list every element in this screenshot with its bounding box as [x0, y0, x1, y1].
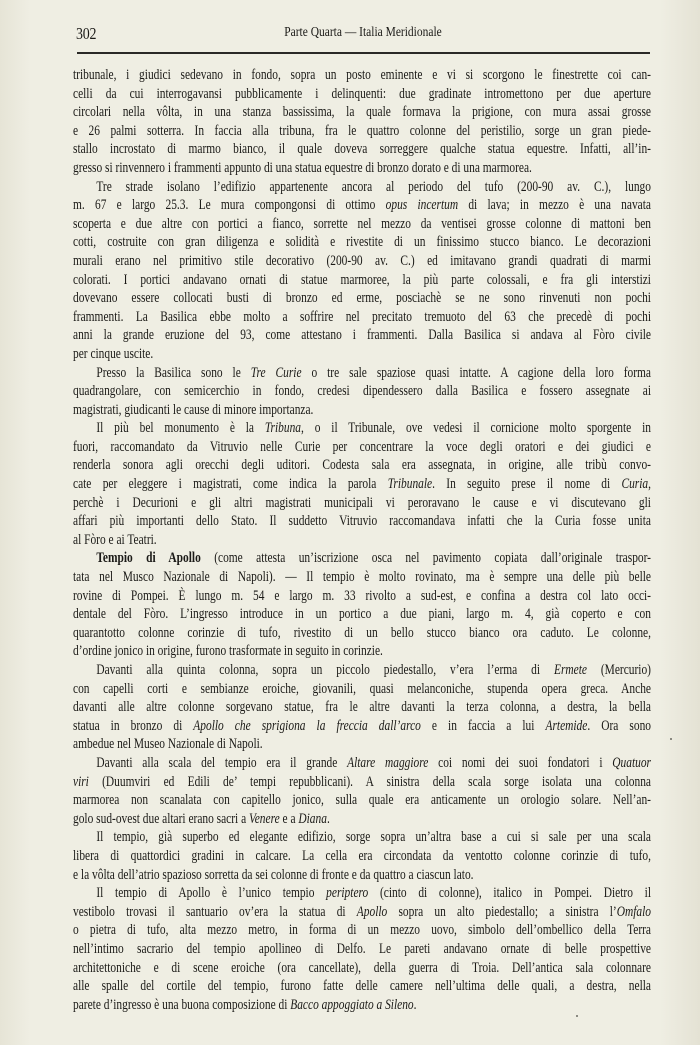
text-line — [73, 791, 651, 810]
text-run: quarantotto colonne corinzie di tufo, rivestito di un bello stucco bianco ora caduto. Le colonne, — [73, 624, 651, 641]
text-line — [73, 773, 651, 792]
text-run: (Mercurio) — [586, 662, 651, 678]
italic-text: Apollo che sprigiona la freccia dall’arco — [193, 717, 421, 734]
text-run: o pietra di tufo, alta mezzo metro, in forma di un mezzo uovo, simbolo dell’ombellico della Terra — [73, 922, 651, 939]
text-run: e a — [279, 810, 299, 827]
text-run: celli da cui interrogavansi pubblicamente i delinquenti: due gradinate intromettono per due aperture — [73, 85, 651, 102]
text-run: e la vôlta dell’atrio spazioso sorretta da sei colonne di fronte e da quattro a ciascun lato. — [73, 866, 474, 883]
text-run: di lava; in mezzo è una navata — [458, 197, 651, 214]
text-run: affari più importanti dello Stato. Il suddetto Vitruvio raccomandava infatti che la Curia fosse unita — [73, 513, 651, 530]
text-run: dentale del Fòro. L’ingresso introduce in un portico a due piani, largo m. 4, già coperto e con — [73, 606, 651, 623]
text-run: colorati. I portici andavano ornati di statue marmoree, la più parte colossali, e fra gli interstizi — [73, 271, 651, 288]
text-run: m. 67 e largo 25.3. Le mura compongonsi di ottimo — [73, 197, 386, 214]
italic-text: Omfalo — [616, 903, 651, 920]
text-line — [73, 847, 651, 866]
text-line — [73, 326, 651, 345]
text-run: perchè i Decurioni e gli altri magistrati municipali vi peroravano le cause e vi discutevano gli — [73, 494, 651, 511]
italic-text: Tre Curie — [250, 364, 302, 381]
text-run: scoperta e due altre con portici a fianco, sorrette nel mezzo da ventisei grosse colonne di mattoni ben — [73, 215, 651, 232]
text-line — [73, 252, 651, 271]
text-run: ambedue nel Museo Nazionale di Napoli. — [73, 736, 263, 753]
italic-text: Altare maggiore — [347, 754, 429, 771]
italic-text: Quatuor — [612, 754, 652, 771]
text-run: cate per eleggere i magistrati, come indica la parola — [73, 476, 388, 493]
text-run: e 26 palmi sotterra. In faccia alla tribuna, fra le quattro colonne del peristilio, sorge un gran piede- — [73, 122, 651, 139]
text-line — [73, 903, 651, 922]
text-run: dovevano essere collocati busti di bronzo ed erme, posciachè se ne sono rinvenuti non pochi — [73, 290, 651, 307]
italic-text: Bacco appoggiato a Sileno — [290, 996, 414, 1013]
text-run: e in faccia a lui — [420, 717, 546, 734]
text-run: Il più bel monumento è la — [96, 420, 265, 437]
text-run: Il tempio, già superbo ed elegante edifizio, sorge sopra un’altra base a cui si sale per una scala — [96, 829, 651, 846]
text-run: magistrati, giudicanti le cause di minore importanza. — [73, 401, 314, 418]
text-line — [73, 735, 651, 754]
italic-text: Ermete — [553, 662, 587, 678]
paper-speck — [576, 1015, 578, 1017]
paragraph-first-line — [73, 754, 651, 773]
text-run: . Ora sono — [587, 717, 651, 734]
body-text — [73, 66, 651, 1014]
text-line — [73, 122, 651, 141]
italic-text: Tribuna — [264, 420, 302, 437]
italic-text: Apollo — [356, 903, 388, 920]
text-run: sopra un alto piedestallo; a sinistra l’ — [387, 903, 617, 920]
text-run: rovine di Pompei. È lungo m. 54 e largo m. 33 rivolto a sud-est, e confina a destra col lato occi- — [73, 587, 651, 604]
text-line — [73, 345, 651, 364]
text-line — [73, 271, 651, 290]
paragraph-first-line — [73, 828, 651, 847]
text-run: nell’intimo sacrario del tempio apollineo di Delfo. Le pareti andavano ornate di belle prospettive — [73, 940, 651, 957]
text-line — [73, 940, 651, 959]
text-run: . In seguito prese il nome di — [432, 476, 622, 493]
italic-text: Artemide — [545, 717, 588, 734]
text-run: Davanti alla quinta colonna, sopra un piccolo piedestallo, v’era l’erma di — [96, 662, 554, 678]
text-run: Davanti alla scala del tempio era il grande — [96, 754, 348, 771]
text-run: statua in bronzo di — [73, 717, 194, 734]
paragraph-first-line — [73, 549, 651, 568]
paper-speck — [670, 738, 672, 740]
italic-text: opus incertum — [385, 197, 459, 214]
text-line — [73, 215, 651, 234]
text-line — [73, 103, 651, 122]
text-run: d’ordine jonico in origine, furono trasformate in seguito in corinzie. — [73, 643, 383, 660]
text-line — [73, 717, 651, 736]
text-line — [73, 66, 651, 85]
italic-text: viri — [73, 773, 89, 790]
text-line — [73, 531, 651, 550]
text-run: alle spalle del cortile del tempio, furono fatte delle camere nell’ultima delle quali, a destra, nella — [73, 978, 651, 995]
text-run: con capelli corti e sembianze eroiche, giovanili, quasi melanconiche, stupenda opera greca. Anche — [73, 680, 651, 697]
text-line — [73, 810, 651, 829]
text-line — [73, 866, 651, 885]
text-line — [73, 438, 651, 457]
text-line — [73, 512, 651, 531]
text-run: Il tempio di Apollo è l’unico tempio — [96, 885, 327, 902]
text-run: Tre strade isolano l’edifizio appartenente ancora al periodo del tufo (200-90 av. C.), lungo — [96, 178, 651, 195]
italic-text: Tribunale — [387, 476, 433, 493]
text-run: tribunale, i giudici sedevano in fondo, sopra un posto eminente e vi si scorgono le finestrette coi can- — [73, 67, 651, 83]
text-run: marmorea non scanalata con capitello jonico, sulla quale era anticamente un orologio solare. Nell’an- — [73, 792, 651, 809]
text-line — [73, 456, 651, 475]
text-line — [73, 494, 651, 513]
text-line — [73, 475, 651, 494]
paragraph-first-line — [73, 178, 651, 197]
text-line — [73, 996, 651, 1015]
text-run: Presso la Basilica sono le — [96, 364, 251, 381]
text-line — [73, 85, 651, 104]
text-line — [73, 289, 651, 308]
text-line — [73, 568, 651, 587]
text-run: libera di quattordici gradini in calcare. La cella era circondata da ventotto colonne corinzie di tufo, — [73, 847, 651, 864]
text-run: renderla sonora agli orecchi degli uditori. Codesta sala era assegnata, in origine, alle tribù convo- — [73, 457, 651, 474]
italic-text: Curia — [621, 476, 649, 493]
text-run: architettoniche e di scene eroiche (ora cancellate), della guerra di Troia. Dell’antica sala colonnare — [73, 959, 651, 976]
text-line — [73, 382, 651, 401]
text-run: coi nomi dei suoi fondatori i — [428, 754, 613, 771]
text-run: . — [326, 810, 330, 827]
text-line — [73, 308, 651, 327]
text-run: per cinque uscite. — [73, 345, 154, 362]
paragraph-first-line — [73, 364, 651, 383]
text-run: . — [413, 996, 417, 1013]
text-line — [73, 698, 651, 717]
text-line — [73, 624, 651, 643]
running-title: Parte Quarta — Italia Meridionale — [284, 25, 442, 40]
paragraph-first-line — [73, 661, 651, 680]
text-run: circolari nella vôlta, in una stanza bassissima, la quale formava la prigione, con mura assai grosse — [73, 104, 651, 121]
text-run: golo sud-ovest due altari erano sacri a — [73, 810, 250, 827]
italic-text: Venere — [249, 810, 280, 827]
text-line — [73, 605, 651, 624]
text-run: tata nel Musco Nazionale di Napoli). — Il tempio è molto rovinato, ma è sempre una delle più belle — [73, 569, 651, 586]
text-run: al Fòro e ai Teatri. — [73, 531, 157, 548]
text-run: davanti alle altre colonne sorgevano statue, fra le altre davanti la terza colonna, a destra, la bella — [73, 699, 651, 716]
text-line — [73, 196, 651, 215]
text-run: (come attesta un’iscrizione osca nel pavimento copiata dall’originale traspor- — [200, 550, 651, 567]
text-line — [73, 401, 651, 420]
text-line — [73, 159, 651, 178]
italic-text: periptero — [326, 885, 369, 902]
text-run: , — [648, 476, 651, 493]
running-header — [76, 22, 650, 46]
italic-text: Diana — [298, 810, 327, 827]
text-line — [73, 921, 651, 940]
text-run: murali erano nel primitivo stile decorativo (200-90 av. C.) ed imitavano grandi quadrati di marmi — [73, 252, 651, 269]
bold-heading: Tempio di Apollo — [96, 550, 201, 567]
text-run: frammenti. La Basilica ebbe molto a soffrire nel precitato tremuoto del 63 che precedè di pochi — [73, 308, 651, 325]
text-run: fuori, raccomandato da Vitruvio nelle Curie per concentrare la voce degli oratori e dei giudici e — [73, 438, 651, 455]
paragraph-first-line — [73, 419, 651, 438]
text-run: vestibolo trovasi il santuario ov’era la statua di — [73, 903, 357, 920]
text-run: cotti, costruite con gran diligenza e solidità e rivestite di un finissimo stucco bianco. Le decorazioni — [73, 234, 651, 251]
text-run: parete d’ingresso è una buona composizione di — [73, 996, 291, 1013]
text-run: gresso si rinvennero i frammenti appunto di una statua equestre di bronzo dorato e di una marmorea. — [73, 159, 532, 176]
text-line — [73, 140, 651, 159]
text-run: (cinto di colonne), italico in Pompei. Dietro il — [368, 885, 652, 902]
page-number: 302 — [76, 24, 97, 43]
text-line — [73, 587, 651, 606]
header-rule — [77, 52, 650, 54]
text-run: anni la grande eruzione del 93, come attestano i frammenti. Dalla Basilica si andava al Fòro civile — [73, 327, 651, 344]
paragraph-first-line — [73, 884, 651, 903]
text-run: o tre sale spaziose quasi intatte. A cagione della loro forma — [301, 364, 652, 381]
text-line — [73, 977, 651, 996]
text-run: stallo incrostato di marmo bianco, il quale doveva sorreggere qualche statua equestre. Infatti, all’in- — [73, 141, 651, 158]
text-line — [73, 642, 651, 661]
text-run: quadrangolare, con semicerchio in fondo, credesi dipendessero dalla Basilica e fossero assegnate ai — [73, 383, 651, 400]
text-line — [73, 959, 651, 978]
text-line — [73, 233, 651, 252]
text-run: (Duumviri ed Edili de’ tempi repubblicani). A sinistra della scala sorge isolata una colonna — [88, 773, 651, 790]
text-run: , o il Tribunale, ove vedesi il cornicione molto sporgente in — [301, 420, 651, 437]
text-line — [73, 680, 651, 699]
